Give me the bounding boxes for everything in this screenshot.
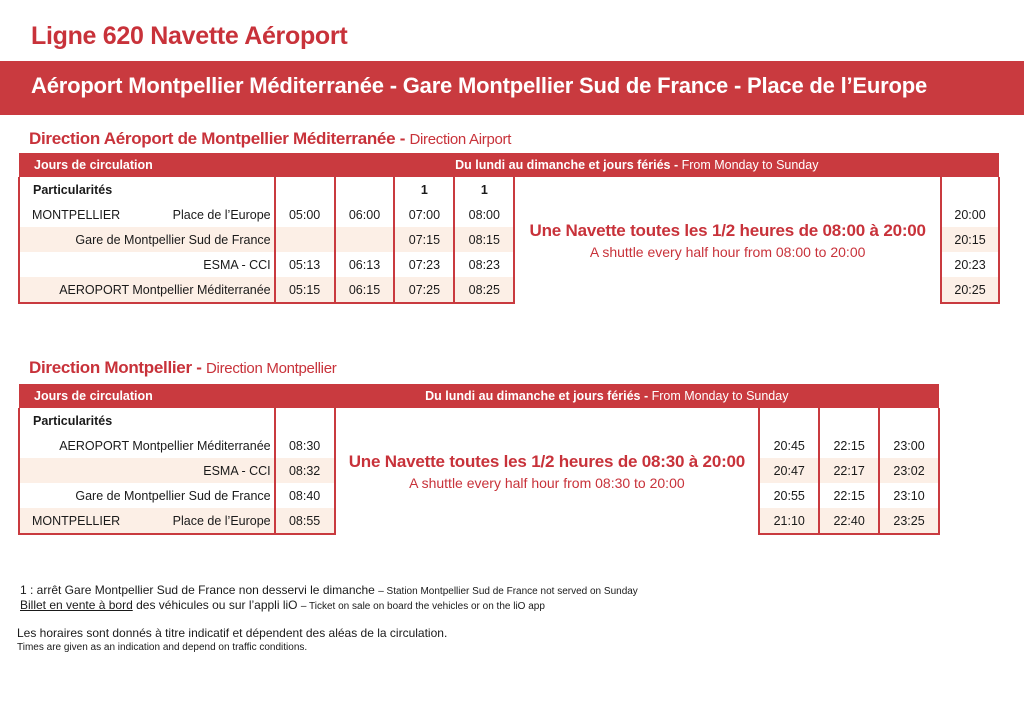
time-cell: 08:15 [454, 227, 514, 252]
disclaimer-en: Times are given as an indication and depend on traffic conditions. [17, 642, 308, 653]
shuttle-fr: Une Navette toutes les 1/2 heures de 08:30 à 20:00 [348, 451, 746, 471]
route-title: Aéroport Montpellier Méditerranée - Gare Montpellier Sud de France - Place de l’Europe [31, 73, 927, 98]
particulars-row [19, 408, 939, 433]
time-cell: 08:00 [454, 202, 514, 227]
timetable-header [19, 153, 999, 177]
shuttle-fr: Une Navette toutes les 1/2 heures de 08:00 à 20:00 [529, 220, 926, 240]
time-cell: 05:00 [275, 202, 335, 227]
city-direction-title-en: Direction Montpellier [206, 360, 337, 377]
time-cell: 07:00 [394, 202, 454, 227]
time-cell: 06:00 [335, 202, 395, 227]
note-cell [819, 408, 879, 433]
time-cell: 07:25 [394, 277, 454, 303]
airport-direction-title-fr: Direction Aéroport de Montpellier Méditerranée [29, 129, 396, 148]
time-cell: 06:13 [335, 252, 395, 277]
stop-name: Gare de Montpellier Sud de France [19, 483, 275, 508]
days-fr: Du lundi au dimanche et jours fériés [455, 158, 671, 172]
note-cell [879, 408, 939, 433]
days-value: Du lundi au dimanche et jours fériés - From Monday to Sunday [275, 153, 999, 177]
time-cell: 23:10 [879, 483, 939, 508]
shuttle-info [514, 177, 941, 303]
airport-direction-title: Direction Aéroport de Montpellier Méditerranée - Direction Airport [29, 129, 512, 148]
time-cell [275, 227, 335, 252]
airport-direction-title-en: Direction Airport [409, 131, 512, 148]
time-cell: 05:13 [275, 252, 335, 277]
time-cell: 20:47 [759, 458, 819, 483]
time-cell: 20:00 [941, 202, 999, 227]
stop-name: MONTPELLIER Place de l’Europe [19, 202, 275, 227]
note-cell [275, 408, 335, 433]
time-cell: 07:23 [394, 252, 454, 277]
time-cell: 23:00 [879, 433, 939, 458]
time-cell: 20:23 [941, 252, 999, 277]
ticket-en: Ticket on sale on board the vehicles or on the liO app [309, 601, 545, 612]
footnote-sunday-fr: 1 : arrêt Gare Montpellier Sud de France non desservi le dimanche [20, 583, 375, 597]
shuttle-info [335, 408, 760, 534]
days-label: Jours de circulation [19, 153, 275, 177]
time-cell: 08:32 [275, 458, 335, 483]
particulars-label: Particularités [19, 408, 275, 433]
disclaimer-fr: Les horaires sont donnés à titre indicatif et dépendent des aléas de la circulation. [17, 626, 448, 640]
time-cell: 08:40 [275, 483, 335, 508]
note-cell [941, 177, 999, 202]
time-cell: 05:15 [275, 277, 335, 303]
ticket-fr: des véhicules ou sur l’appli liO [136, 598, 298, 612]
days-value: Du lundi au dimanche et jours fériés - From Monday to Sunday [275, 384, 939, 408]
days-en: From Monday to Sunday [681, 158, 819, 172]
time-cell: 06:15 [335, 277, 395, 303]
time-cell: 20:25 [941, 277, 999, 303]
particulars-row [19, 177, 999, 202]
stop-name: ESMA - CCI [19, 458, 275, 483]
city-timetable [18, 384, 940, 535]
time-cell: 21:10 [759, 508, 819, 534]
note-cell: 1 [394, 177, 454, 202]
time-cell: 08:25 [454, 277, 514, 303]
footnote-ticket: Billet en vente à bord des véhicules ou sur l’appli liO – Ticket on sale on board the vehicles or on the liO app [20, 598, 545, 612]
stop-name: MONTPELLIER Place de l’Europe [19, 508, 275, 534]
time-cell: 22:15 [819, 483, 879, 508]
timetable-header [19, 384, 939, 408]
time-cell [335, 227, 395, 252]
time-cell: 23:25 [879, 508, 939, 534]
note-cell [275, 177, 335, 202]
time-cell: 20:15 [941, 227, 999, 252]
days-en: From Monday to Sunday [651, 389, 789, 403]
time-cell: 22:15 [819, 433, 879, 458]
time-cell: 22:40 [819, 508, 879, 534]
shuttle-en: A shuttle every half hour from 08:00 to 20:00 [589, 243, 866, 260]
time-cell: 08:23 [454, 252, 514, 277]
time-cell: 07:15 [394, 227, 454, 252]
time-cell: 08:30 [275, 433, 335, 458]
footnote-sunday-en: Station Montpellier Sud de France not served on Sunday [386, 586, 638, 597]
note-cell [759, 408, 819, 433]
note-cell [335, 177, 395, 202]
time-cell: 08:55 [275, 508, 335, 534]
line-title: Ligne 620 Navette Aéroport [31, 22, 348, 50]
days-fr: Du lundi au dimanche et jours fériés [425, 389, 641, 403]
stop-name: AEROPORT Montpellier Méditerranée [19, 433, 275, 458]
shuttle-en: A shuttle every half hour from 08:30 to 20:00 [409, 474, 685, 491]
stop-name: Gare de Montpellier Sud de France [19, 227, 275, 252]
city-direction-title-fr: Direction Montpellier [29, 358, 192, 377]
particulars-label: Particularités [19, 177, 275, 202]
time-cell: 23:02 [879, 458, 939, 483]
ticket-underlined: Billet en vente à bord [20, 598, 133, 612]
city-direction-title: Direction Montpellier - Direction Montpellier [29, 358, 337, 377]
stop-name: ESMA - CCI [19, 252, 275, 277]
time-cell: 20:45 [759, 433, 819, 458]
time-cell: 22:17 [819, 458, 879, 483]
stop-name: AEROPORT Montpellier Méditerranée [19, 277, 275, 303]
days-label: Jours de circulation [19, 384, 275, 408]
airport-timetable [18, 153, 1000, 304]
footnote-sunday: 1 : arrêt Gare Montpellier Sud de France non desservi le dimanche – Station Montpellier Sud de France not served on Sunday [20, 583, 638, 597]
note-cell: 1 [454, 177, 514, 202]
time-cell: 20:55 [759, 483, 819, 508]
